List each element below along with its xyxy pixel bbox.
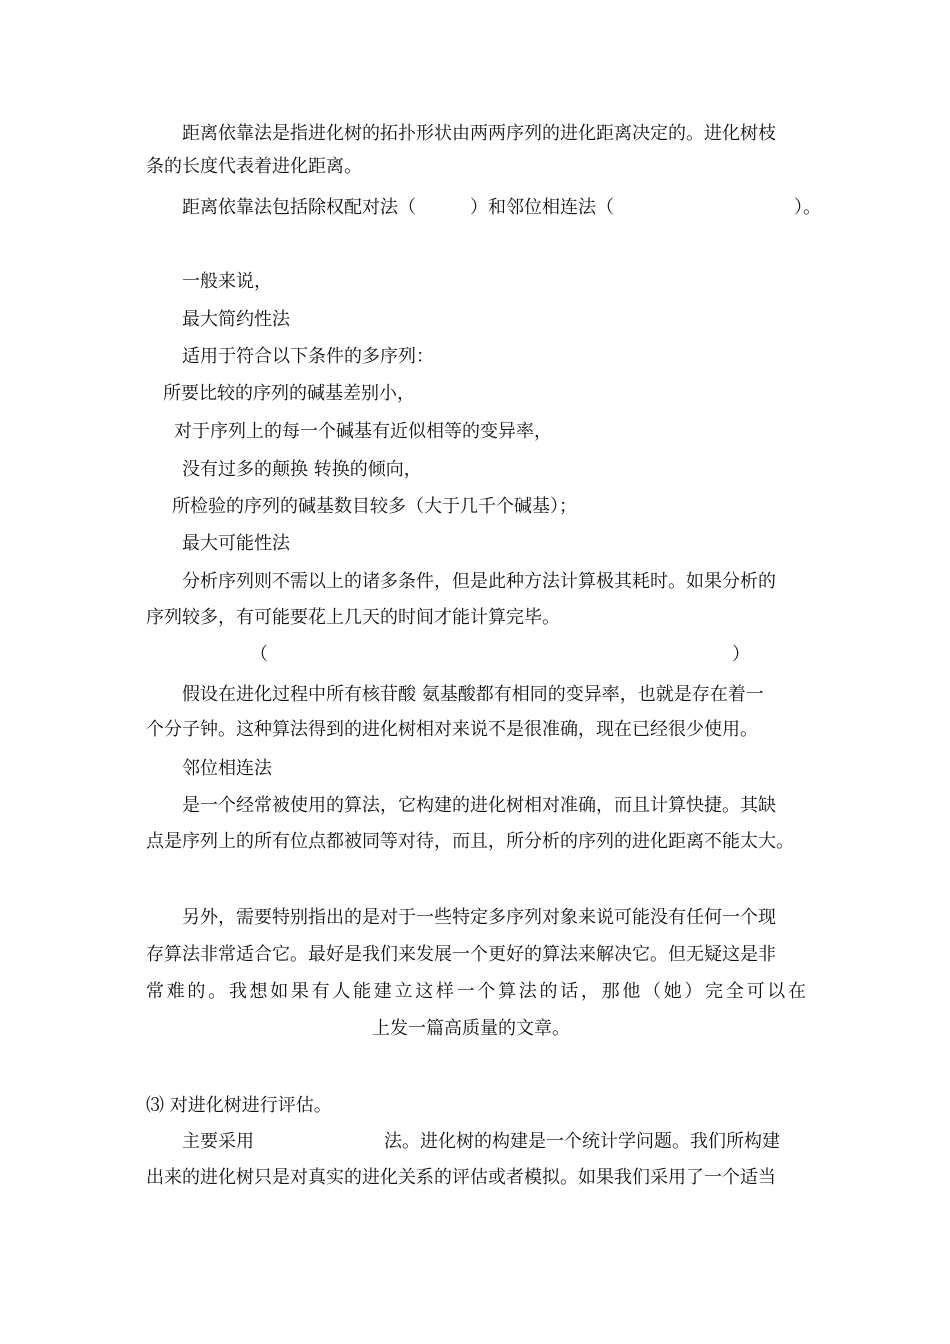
heading-neighbor-joining: 邻位相连法 [182, 758, 272, 779]
max-likelihood-line-2: 序列较多，有可能要花上几天的时间才能计算完毕。 [146, 607, 560, 628]
paren-open: （ [250, 644, 268, 665]
section-3-line-1b: 法。进化树的构建是一个统计学问题。我们所构建 [384, 1131, 780, 1152]
max-likelihood-line-1: 分析序列则不需以上的诸多条件，但是此种方法计算极其耗时。如果分析的 [182, 571, 776, 592]
heading-max-likelihood: 最大可能性法 [182, 533, 290, 554]
note-line-2: 存算法非常适合它。最好是我们来发展一个更好的算法来解决它。但无疑这是非 [146, 944, 776, 965]
note-line-4: 上发一篇高质量的文章。 [372, 1018, 570, 1039]
para-distance-line-2: 条的长度代表着进化距离。 [146, 156, 362, 177]
paren-close: ） [732, 644, 750, 665]
section-3-line-2: 出来的进化树只是对真实的进化关系的评估或者模拟。如果我们采用了一个适当 [146, 1167, 776, 1188]
note-line-1: 另外，需要特别指出的是对于一些特定多序列对象来说可能没有任何一个现 [182, 907, 776, 928]
condition-2: 对于序列上的每一个碱基有近似相等的变异率， [174, 421, 552, 442]
para-distance-line-1: 距离依靠法是指进化树的拓扑形状由两两序列的进化距离决定的。进化树枝 [182, 123, 776, 144]
section-3-line-1a: 主要采用 [182, 1131, 254, 1152]
condition-3: 没有过多的颠换 转换的倾向， [182, 459, 422, 480]
para-distance-methods: 距离依靠法包括除权配对法（ ）和邻位相连法（ ）。 [182, 197, 821, 218]
nj-line-1: 是一个经常被使用的算法，它构建的进化树相对准确，而且计算快捷。其缺 [182, 795, 776, 816]
upgma-line-2: 个分子钟。这种算法得到的进化树相对来说不是很准确，现在已经很少使用。 [146, 719, 758, 740]
upgma-line-1: 假设在进化过程中所有核苷酸 氨基酸都有相同的变异率，也就是存在着一 [182, 684, 764, 705]
heading-max-parsimony: 最大简约性法 [182, 309, 290, 330]
nj-line-2: 点是序列上的所有位点都被同等对待，而且，所分析的序列的进化距离不能太大。 [146, 831, 794, 852]
condition-1: 所要比较的序列的碱基差别小， [163, 383, 415, 404]
section-3-heading: ⑶ 对进化树进行评估。 [146, 1095, 332, 1116]
condition-4: 所检验的序列的碱基数目较多（大于几千个碱基）； [172, 496, 577, 517]
max-parsimony-intro: 适用于符合以下条件的多序列： [182, 346, 434, 367]
general-intro: 一般来说， [182, 271, 272, 292]
note-line-3: 常难的。我想如果有人能建立这样一个算法的话，那他（她）完全可以在 [146, 981, 806, 1002]
